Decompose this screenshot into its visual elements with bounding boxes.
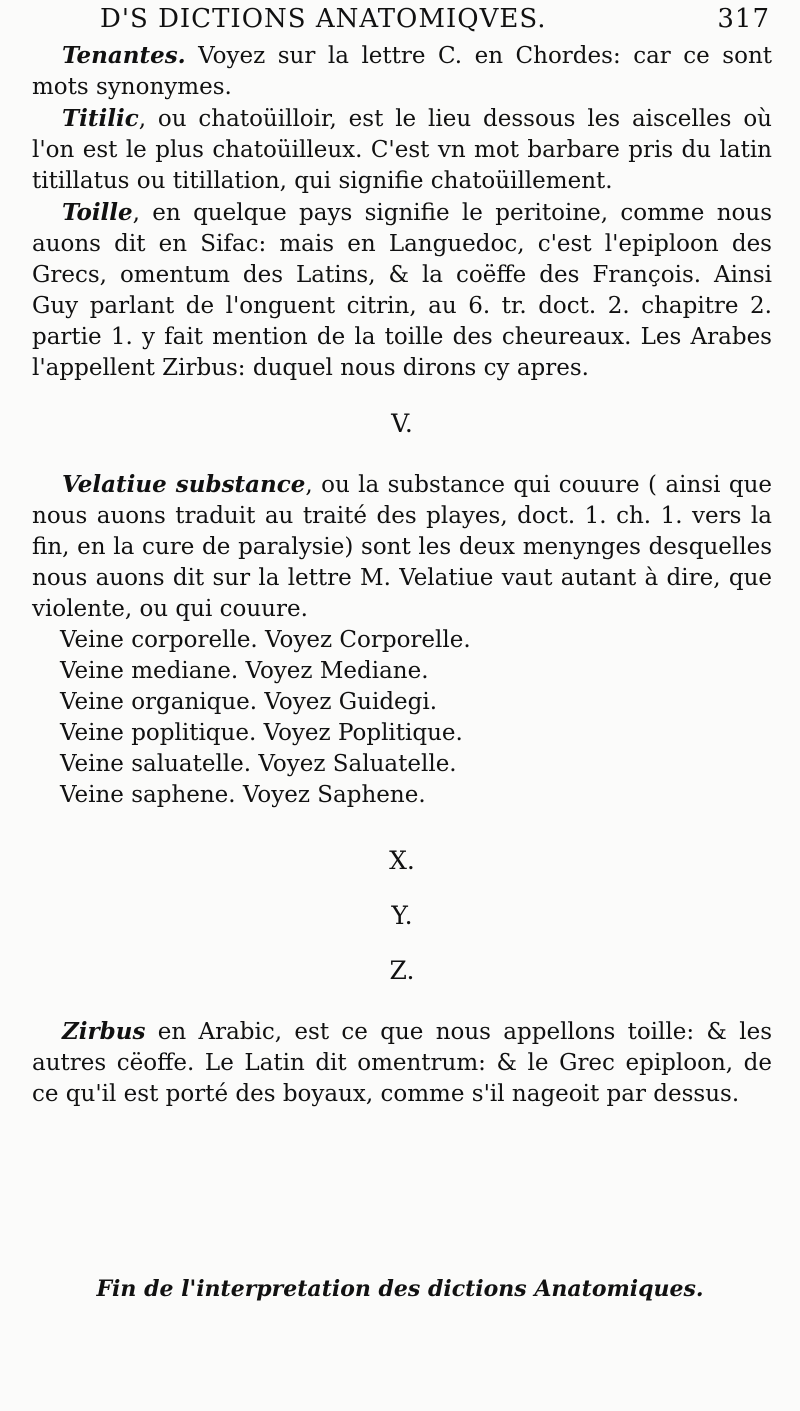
list-item: Veine organique. Voyez Guidegi. — [60, 689, 438, 715]
entry-term: Titilic — [62, 105, 139, 132]
section-heading-v: V. — [391, 409, 413, 438]
section-heading-z: Z. — [389, 956, 415, 985]
running-head — [100, 2, 790, 36]
running-head-title: D'S DICTIONS ANATOMIQVES. — [100, 4, 547, 34]
list-item: Veine saluatelle. Voyez Saluatelle. — [60, 751, 457, 777]
entry-tenantes — [32, 40, 772, 103]
entry-text: Voyez sur la lettre C. en Chordes: car ce sont mots synonymes. — [32, 43, 772, 100]
page-number: 317 — [717, 4, 770, 34]
entry-term: Zirbus — [62, 1018, 146, 1045]
list-item: Veine poplitique. Voyez Poplitique. — [60, 720, 463, 746]
finis-line: Fin de l'interpretation des dictions Anatomiques. — [96, 1276, 704, 1302]
entry-toille — [32, 197, 772, 384]
list-item: Veine mediane. Voyez Mediane. — [60, 658, 429, 684]
list-item: Veine saphene. Voyez Saphene. — [60, 782, 426, 808]
entry-velatiue — [32, 469, 772, 625]
entry-term: Velatiue substance — [62, 471, 306, 498]
vein-list — [32, 625, 772, 811]
entry-text: , ou chatoüilloir, est le lieu dessous les aiscelles où l'on est le plus chatoüilleux. C'est vn mot barbare pris du latin titillatus ou titillation, qui signifie chatoüillement. — [32, 106, 772, 194]
entry-text: en Arabic, est ce que nous appellons toille: & les autres cëoffe. Le Latin dit omentrum: & le Grec epiploon, de ce qu'il est porté des boyaux, comme s'il nageoit par dessus. — [32, 1019, 772, 1107]
entry-text: , ou la substance qui couure ( ainsi que nous auons traduit au traité des playes, doct. 1. ch. 1. vers la fin, en la cure de paralysie) sont les deux menynges desquelles nous auons dit sur la lettre M. Velatiue vaut autant à dire, que violente, ou qui couure. — [32, 472, 772, 622]
section-heading-x: X. — [389, 846, 415, 875]
entry-titilic — [32, 103, 772, 197]
main-text — [32, 40, 772, 1110]
entry-term: Toille — [62, 199, 133, 226]
entry-term: Tenantes. — [62, 42, 186, 69]
entry-text: , en quelque pays signifie le peritoine, comme nous auons dit en Sifac: mais en Languedoc, c'est l'epiploon des Grecs, omentum des Latins, & la coëffe des François. Ainsi Guy parlant de l'onguent citrin, au 6. tr. doct. 2. chapitre 2. partie 1. y fait mention de la toille des cheureaux. Les Arabes l'appellent Zirbus: duquel nous dirons cy apres. — [32, 200, 772, 381]
list-item: Veine corporelle. Voyez Corporelle. — [60, 627, 471, 653]
entry-zirbus — [32, 1016, 772, 1110]
section-heading-y: Y. — [391, 901, 413, 930]
